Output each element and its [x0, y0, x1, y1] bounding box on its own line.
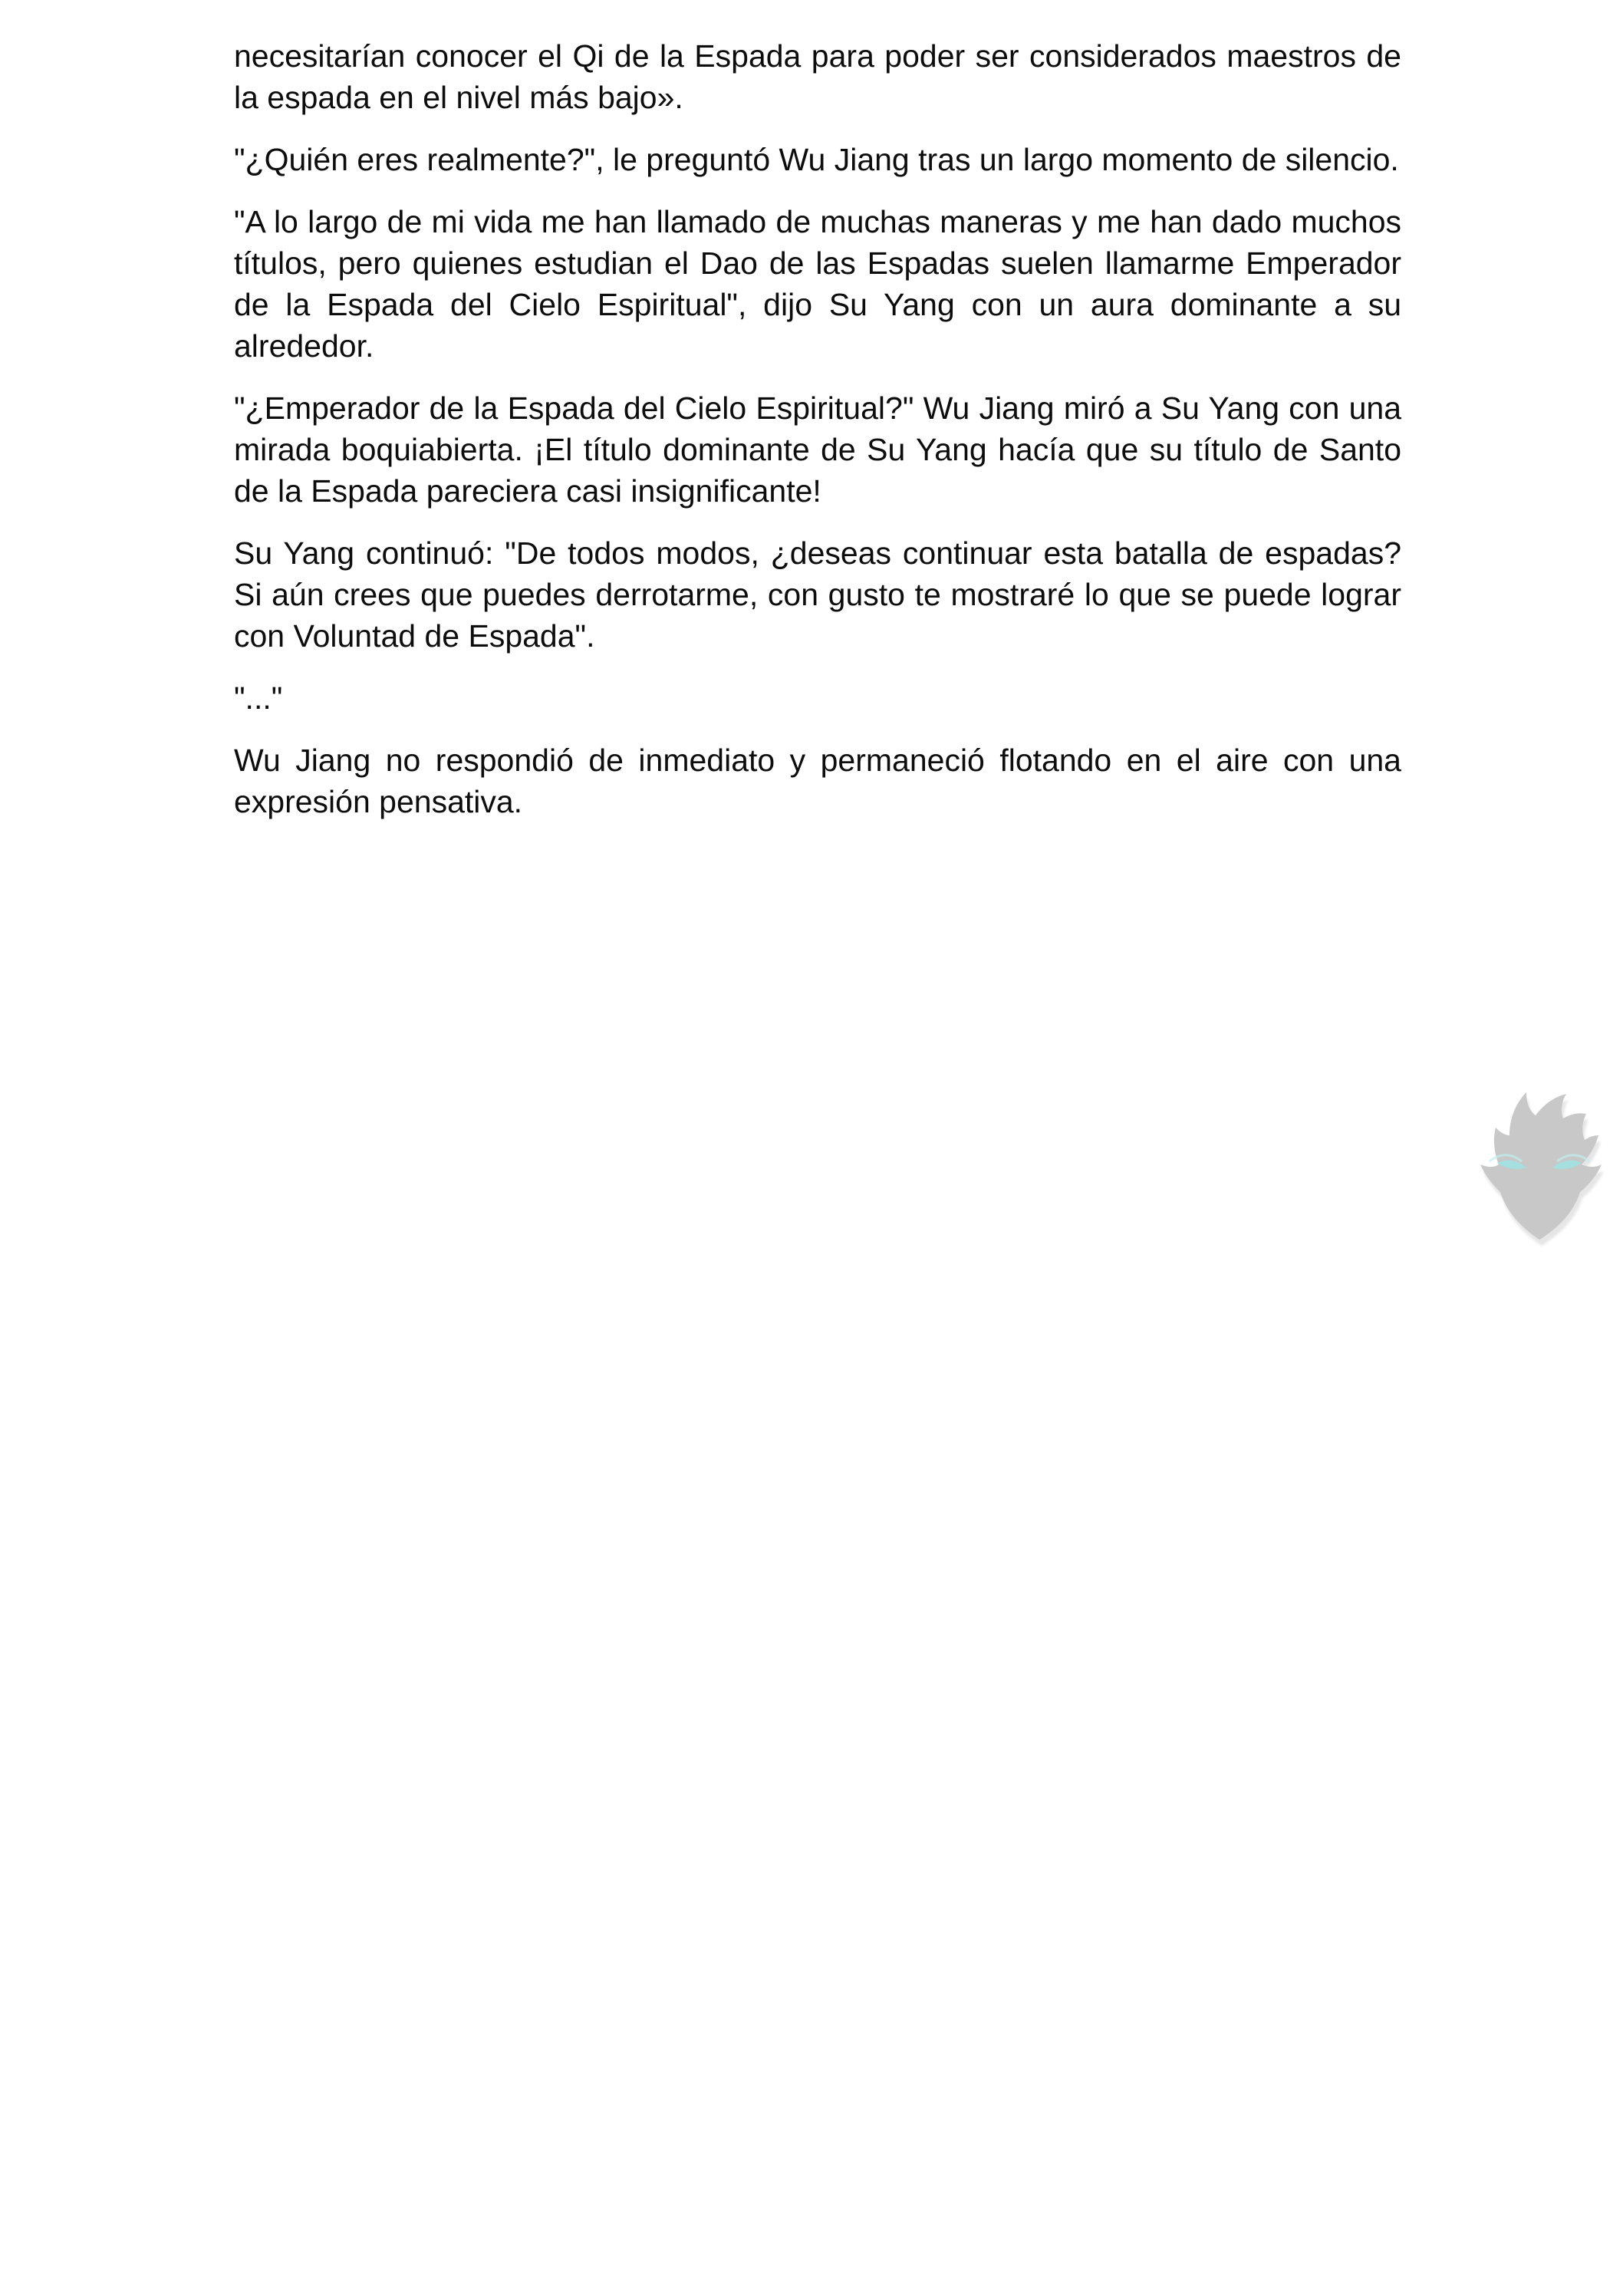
body-text: [234, 35, 1401, 843]
paragraph-4: "¿Emperador de la Espada del Cielo Espiritual?" Wu Jiang miró a Su Yang con una mirada boquiabierta. ¡El título dominante de Su Yang hacía que su título de Santo de la Espada pareciera casi insignificante!: [234, 390, 1401, 509]
paragraph-7: Wu Jiang no respondió de inmediato y permaneció flotando en el aire con una expresión pensativa.: [234, 743, 1401, 819]
paragraph-3: "A lo largo de mi vida me han llamado de muchas maneras y me han dado muchos títulos, pero quienes estudian el Dao de las Espadas suelen llamarme Emperador de la Espada del Cielo Espiritual", dijo Su Yang con un aura dominante a su alrededor.: [234, 204, 1401, 364]
paragraph-1: necesitarían conocer el Qi de la Espada para poder ser considerados maestros de la espada en el nivel más bajo».: [234, 38, 1401, 115]
paragraph-2: "¿Quién eres realmente?", le preguntó Wu Jiang tras un largo momento de silencio.: [234, 142, 1399, 177]
demon-head-icon: [1467, 1072, 1612, 1249]
paragraph-6: "...": [234, 680, 283, 716]
demon-head-shape: [1480, 1092, 1602, 1240]
paragraph-5: Su Yang continuó: "De todos modos, ¿deseas continuar esta batalla de espadas? Si aún crees que puedes derrotarme, con gusto te mostraré lo que se puede lograr con Voluntad de Espada".: [234, 535, 1401, 654]
